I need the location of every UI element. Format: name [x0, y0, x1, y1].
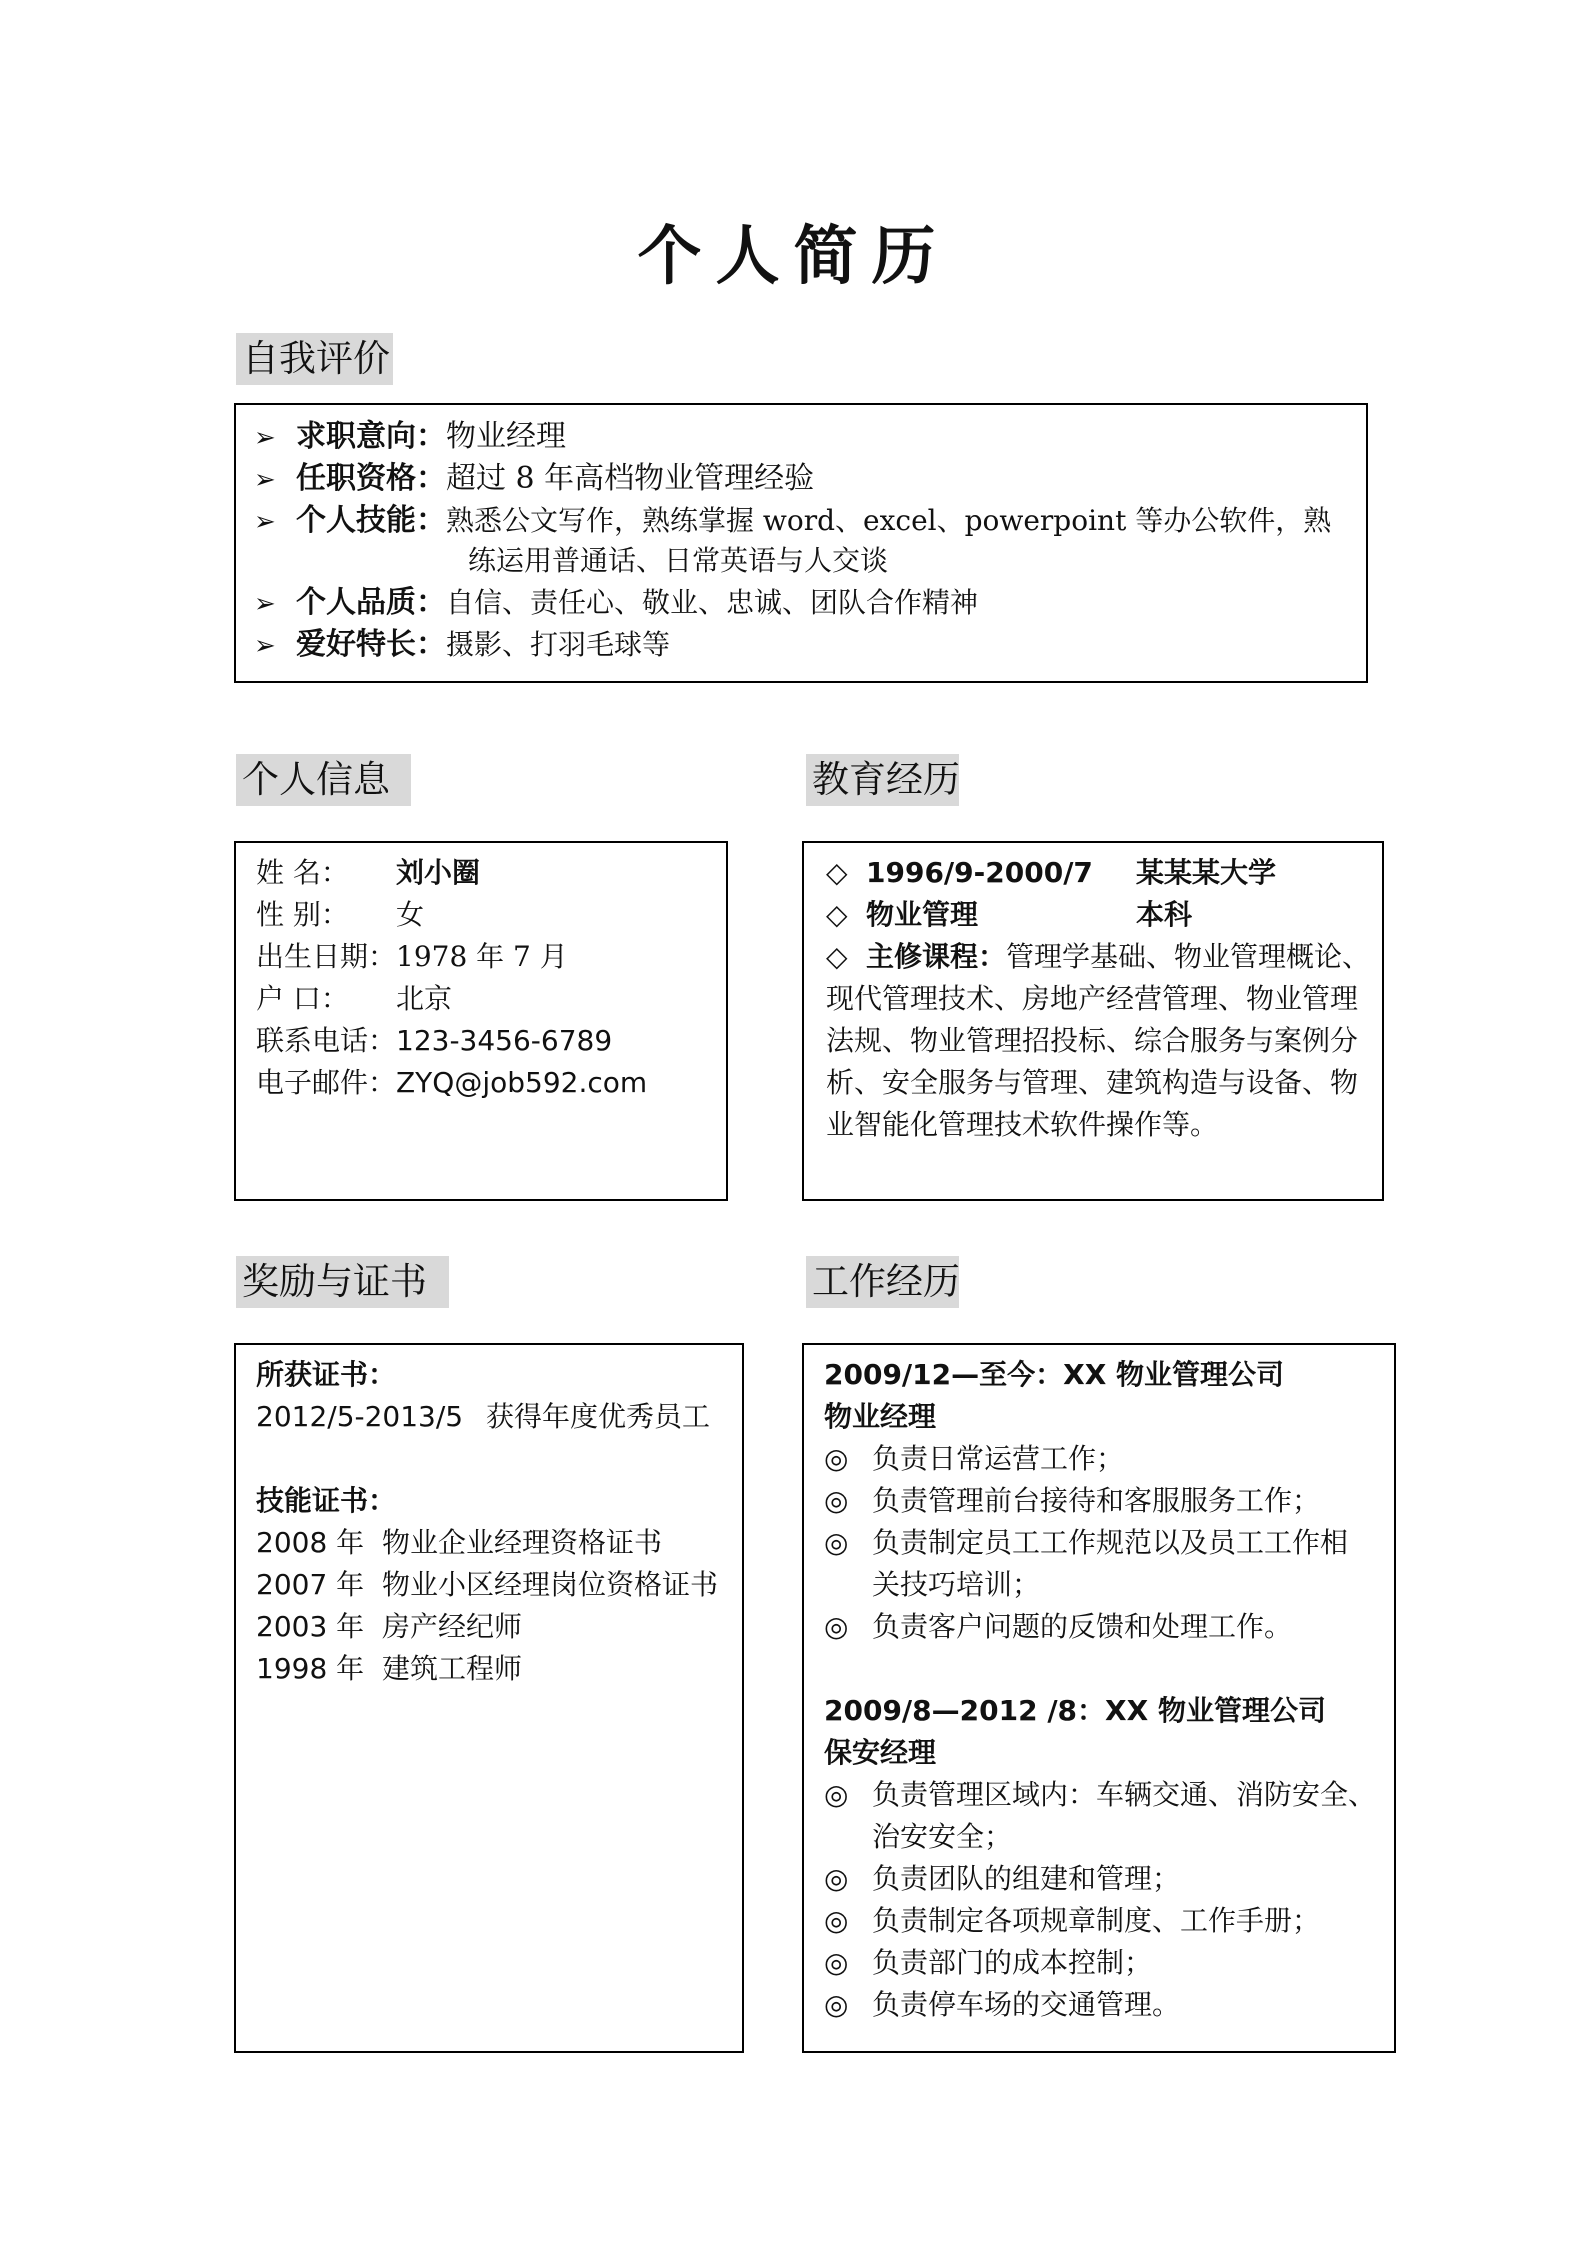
work-duty-cont: 治安安全；	[872, 1820, 1013, 1853]
personal-row: 姓 名： 刘小圈	[256, 856, 481, 889]
work-duty: ◎ 负责管理前台接待和客服服务工作；	[824, 1481, 1320, 1521]
education-courses-line: 析、安全服务与管理、建筑构造与设备、物	[826, 1066, 1359, 1099]
page-title: 个人简历	[637, 219, 950, 294]
circle-bullet-icon: ◎	[824, 1778, 849, 1811]
personal-heading: 个人信息	[236, 754, 411, 806]
arrow-bullet-icon: ➢	[254, 423, 276, 453]
work-duty: ◎ 负责制定各项规章制度、工作手册；	[824, 1901, 1320, 1941]
awards-obtained-label: 所获证书：	[256, 1358, 397, 1391]
education-courses-line: 业智能化管理技术软件操作等。	[826, 1108, 1219, 1141]
awards-skill-row: 2008 年 物业企业经理资格证书	[256, 1526, 663, 1559]
work-duty: ◎ 负责客户问题的反馈和处理工作。	[824, 1607, 1292, 1647]
self-eval-heading: 自我评价	[236, 333, 393, 385]
self-eval-item: ➢ 任职资格：超过 8 年高档物业管理经验	[254, 459, 814, 500]
personal-row: 户 口： 北京	[256, 982, 453, 1015]
circle-bullet-icon: ◎	[824, 1988, 849, 2021]
work-duty: ◎ 负责部门的成本控制；	[824, 1943, 1152, 1983]
arrow-bullet-icon: ➢	[254, 507, 276, 537]
personal-row: 出生日期：1978 年 7 月	[256, 940, 568, 973]
work-duty: ◎ 负责制定员工工作规范以及员工工作相	[824, 1523, 1348, 1563]
awards-skill-row: 2003 年 房产经纪师	[256, 1610, 523, 1643]
awards-box	[234, 1343, 744, 2053]
circle-bullet-icon: ◎	[824, 1610, 849, 1643]
education-courses-line: 法规、物业管理招投标、综合服务与案例分	[826, 1024, 1359, 1057]
work-job-role: 物业经理	[824, 1400, 937, 1433]
awards-skills-label: 技能证书：	[256, 1484, 397, 1517]
personal-row: 电子邮件：ZYQ@job592.com	[256, 1066, 648, 1099]
work-heading: 工作经历	[806, 1256, 959, 1308]
work-duty: ◎ 负责团队的组建和管理；	[824, 1859, 1180, 1899]
circle-bullet-icon: ◎	[824, 1442, 849, 1475]
work-box	[802, 1343, 1396, 2053]
self-eval-item: ➢ 个人技能：熟悉公文写作，熟练掌握 word、excel、powerpoint 等办公软件，熟	[254, 501, 1331, 542]
circle-bullet-icon: ◎	[824, 1904, 849, 1937]
personal-box	[234, 841, 728, 1201]
diamond-bullet-icon: ◇	[826, 898, 848, 931]
personal-row: 联系电话：123-3456-6789	[256, 1024, 613, 1057]
education-box	[802, 841, 1384, 1201]
education-courses-row: ◇ 主修课程：管理学基础、物业管理概论、	[826, 937, 1370, 977]
work-duty-cont: 关技巧培训；	[872, 1568, 1041, 1601]
circle-bullet-icon: ◎	[824, 1946, 849, 1979]
diamond-bullet-icon: ◇	[826, 940, 848, 973]
education-heading: 教育经历	[806, 754, 959, 806]
awards-skill-row: 2007 年 物业小区经理岗位资格证书	[256, 1568, 719, 1601]
work-job-role: 保安经理	[824, 1736, 937, 1769]
arrow-bullet-icon: ➢	[254, 631, 276, 661]
awards-obtained-row: 2012/5-2013/5 获得年度优秀员工	[256, 1400, 711, 1433]
self-eval-item: ➢ 求职意向：物业经理	[254, 417, 566, 458]
arrow-bullet-icon: ➢	[254, 589, 276, 619]
self-eval-item-cont: 练运用普通话、日常英语与人交谈	[468, 544, 889, 577]
circle-bullet-icon: ◎	[824, 1862, 849, 1895]
work-job-period: 2009/8—2012 /8：XX 物业管理公司	[824, 1694, 1326, 1727]
diamond-bullet-icon: ◇	[826, 856, 848, 889]
self-eval-item: ➢ 爱好特长：摄影、打羽毛球等	[254, 625, 670, 666]
work-duty: ◎ 负责管理区域内：车辆交通、消防安全、	[824, 1775, 1376, 1815]
arrow-bullet-icon: ➢	[254, 465, 276, 495]
circle-bullet-icon: ◎	[824, 1526, 849, 1559]
self-eval-box	[234, 403, 1368, 683]
awards-skill-row: 1998 年 建筑工程师	[256, 1652, 523, 1685]
education-period-row: ◇ 1996/9-2000/7 某某某大学	[826, 853, 1276, 893]
circle-bullet-icon: ◎	[824, 1484, 849, 1517]
work-job-period: 2009/12—至今：XX 物业管理公司	[824, 1358, 1285, 1391]
awards-heading: 奖励与证书	[236, 1256, 449, 1308]
education-courses-line: 现代管理技术、房地产经营管理、物业管理	[826, 982, 1359, 1015]
self-eval-item: ➢ 个人品质：自信、责任心、敬业、忠诚、团队合作精神	[254, 583, 978, 624]
work-duty: ◎ 负责日常运营工作；	[824, 1439, 1124, 1479]
personal-row: 性 别： 女	[256, 898, 425, 931]
education-major-row: ◇ 物业管理 本科	[826, 895, 1192, 935]
work-duty: ◎ 负责停车场的交通管理。	[824, 1985, 1180, 2025]
